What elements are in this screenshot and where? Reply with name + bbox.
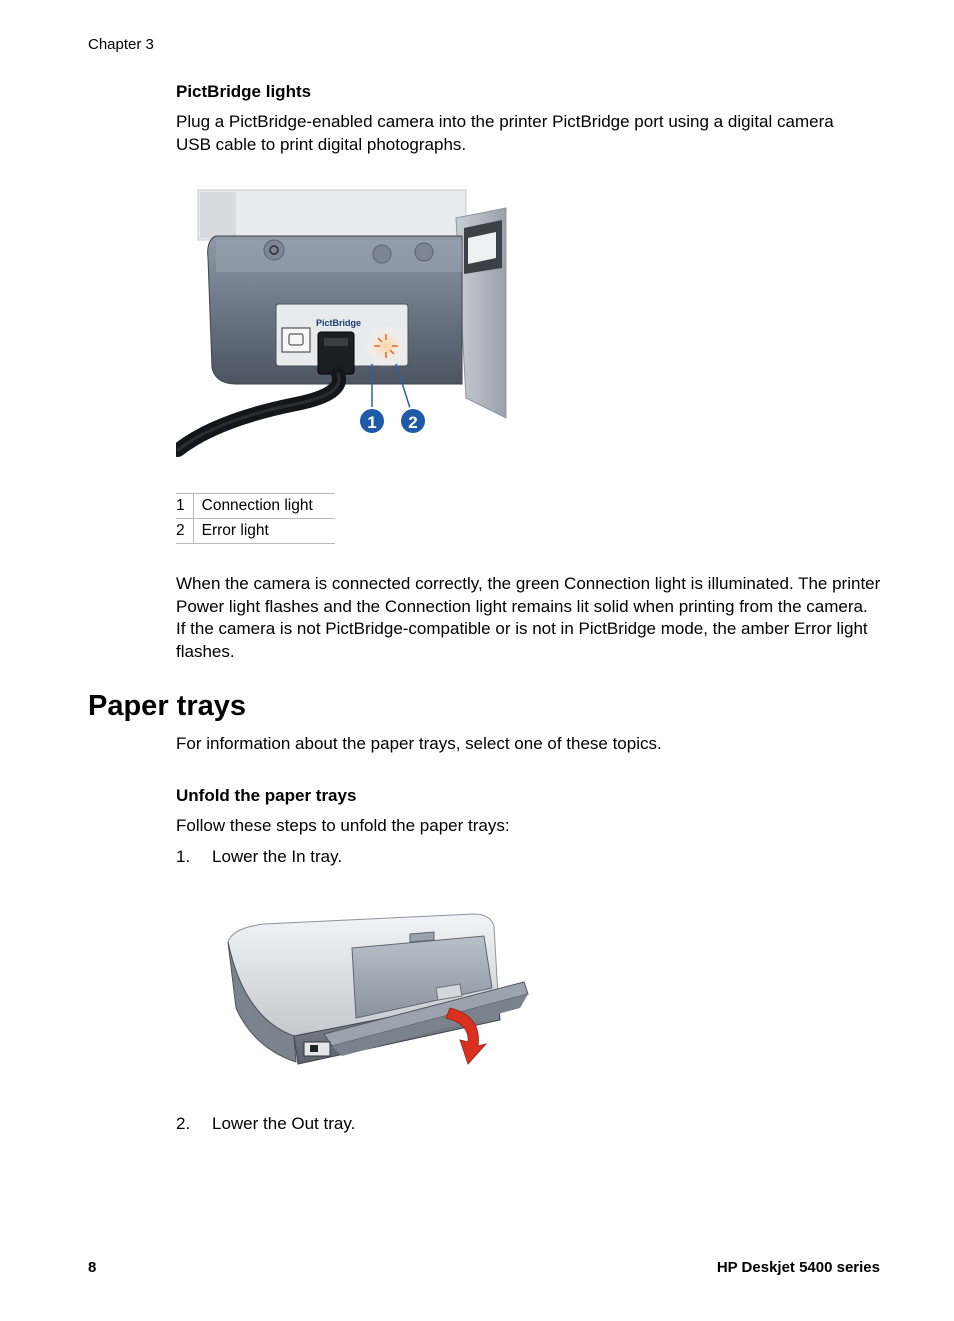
legend-number: 2 xyxy=(176,519,193,544)
legend-number: 1 xyxy=(176,494,193,519)
step-1 xyxy=(176,846,342,869)
callout-1: 1 xyxy=(367,413,377,432)
unfold-heading: Unfold the paper trays xyxy=(176,786,357,805)
legend-label: Error light xyxy=(193,519,335,544)
step-number: 2. xyxy=(176,1114,191,1133)
step-text: Lower the Out tray. xyxy=(212,1114,356,1133)
unfold-intro: Follow these steps to unfold the paper trays: xyxy=(176,816,510,835)
pictbridge-intro: Plug a PictBridge-enabled camera into the printer PictBridge port using a digital camera USB cable to print digital photographs. xyxy=(176,112,834,154)
step-2 xyxy=(176,1113,355,1136)
step-text: Lower the In tray. xyxy=(212,847,343,866)
table-row xyxy=(176,494,335,519)
table-row xyxy=(176,519,335,544)
printer-in-tray-illustration xyxy=(224,908,530,1074)
legend-label: Connection light xyxy=(193,494,335,519)
product-name: HP Deskjet 5400 series xyxy=(716,1259,880,1276)
pictbridge-heading: PictBridge lights xyxy=(176,82,312,101)
pictbridge-description: When the camera is connected correctly, the green Connection light is illuminated. The printer Power light flashes and the Connection light remains lit solid when printing from the camera. If the camera is not PictBridge-compatible or is not in PictBridge mode, the amber Error light flashes. xyxy=(176,574,881,661)
chapter-label: Chapter 3 xyxy=(88,36,154,53)
callout-legend-table xyxy=(176,493,335,544)
pictbridge-logo-text: PictBridge xyxy=(316,318,362,328)
step-number: 1. xyxy=(176,847,191,866)
pictbridge-port-illustration xyxy=(176,188,508,460)
callout-2: 2 xyxy=(408,413,418,432)
section-title: Paper trays xyxy=(88,690,246,722)
page-number: 8 xyxy=(88,1259,97,1276)
paper-trays-intro: For information about the paper trays, select one of these topics. xyxy=(176,734,662,753)
